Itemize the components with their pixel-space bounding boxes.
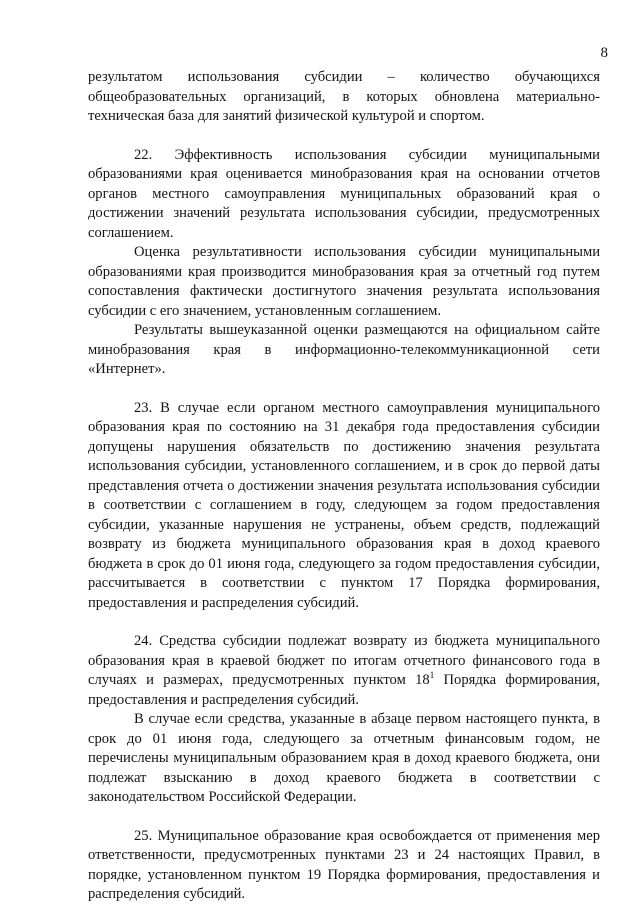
paragraph-22-evaluation: Оценка результативности использования субсидии муниципальными образованиями края производится минобразования края за отчетный год путем сопоставления фактически достигнутого значения результата использования субсидии с его значением, установленным соглашением. [88,244,600,319]
paragraph-continuation: результатом использования субсидии – количество обучающихся общеобразовательных организаций, в которых обновлена материально-техническая база для занятий физической культурой и спортом. [88,69,600,124]
paragraph-gap [88,127,600,146]
paragraph-25: 25. Муниципальное образование края освобождается от применения мер ответственности, предусмотренных пунктами 23 и 24 настоящих Правил, в порядке, установленном пунктом 19 Порядка формирования, предоставления и распределения субсидий. [88,827,600,902]
paragraph-22: 22. Эффективность использования субсидии муниципальными образованиями края оценивается минобразования края на основании отчетов органов местного самоуправления муниципальных образований края о достижении значений результата использования субсидии, предусмотренных соглашением. [88,146,600,241]
page-number: 8 [600,45,608,61]
paragraph-23: 23. В случае если органом местного самоуправления муниципального образования края по состоянию на 31 декабря года предоставления субсидии допущены нарушения обязательств по достижению значения результата использования субсидии, установленного соглашением, и в срок до первой даты представления отчета о достижении значения результата использования субсидии в соответствии с соглашением в году, следующем за годом предоставления субсидии, указанные нарушения не устранены, объем средств, подлежащий возврату из бюджета муниципального образования края в доход краевого бюджета в срок до 01 июня года, следующего за годом предоставления субсидии, рассчитывается в соответствии с пунктом 17 Порядка формирования, предоставления и распределения субсидий. [88,399,600,611]
document-body [88,68,600,905]
paragraph-24-text-start: 24. Средства субсидии подлежат возврату из бюджета муниципального образования края в краевой бюджет по итогам отчетного финансового года в случаях и размерах, предусмотренных пунктом 18 [88,633,600,688]
paragraph-24 [88,632,600,710]
paragraph-22-publication: Результаты вышеуказанной оценки размещаются на официальном сайте минобразования края в информационно-телекоммуникационной сети «Интернет». [88,322,600,377]
paragraph-24-recovery: В случае если средства, указанные в абзаце первом настоящего пункта, в срок до 01 июня года, следующего за отчетным финансовым годом, не перечислены муниципальным образованием края в доход краевого бюджета, они подлежат взысканию в доход краевого бюджета в соответствии с законодательством Российской Федерации. [88,711,600,805]
paragraph-gap [88,808,600,827]
paragraph-gap [88,380,600,399]
superscript-index: 1 [429,670,435,681]
paragraph-gap [88,613,600,632]
paragraph-24-text-end: Порядка формирования, предоставления и распределения субсидий. [88,672,601,708]
